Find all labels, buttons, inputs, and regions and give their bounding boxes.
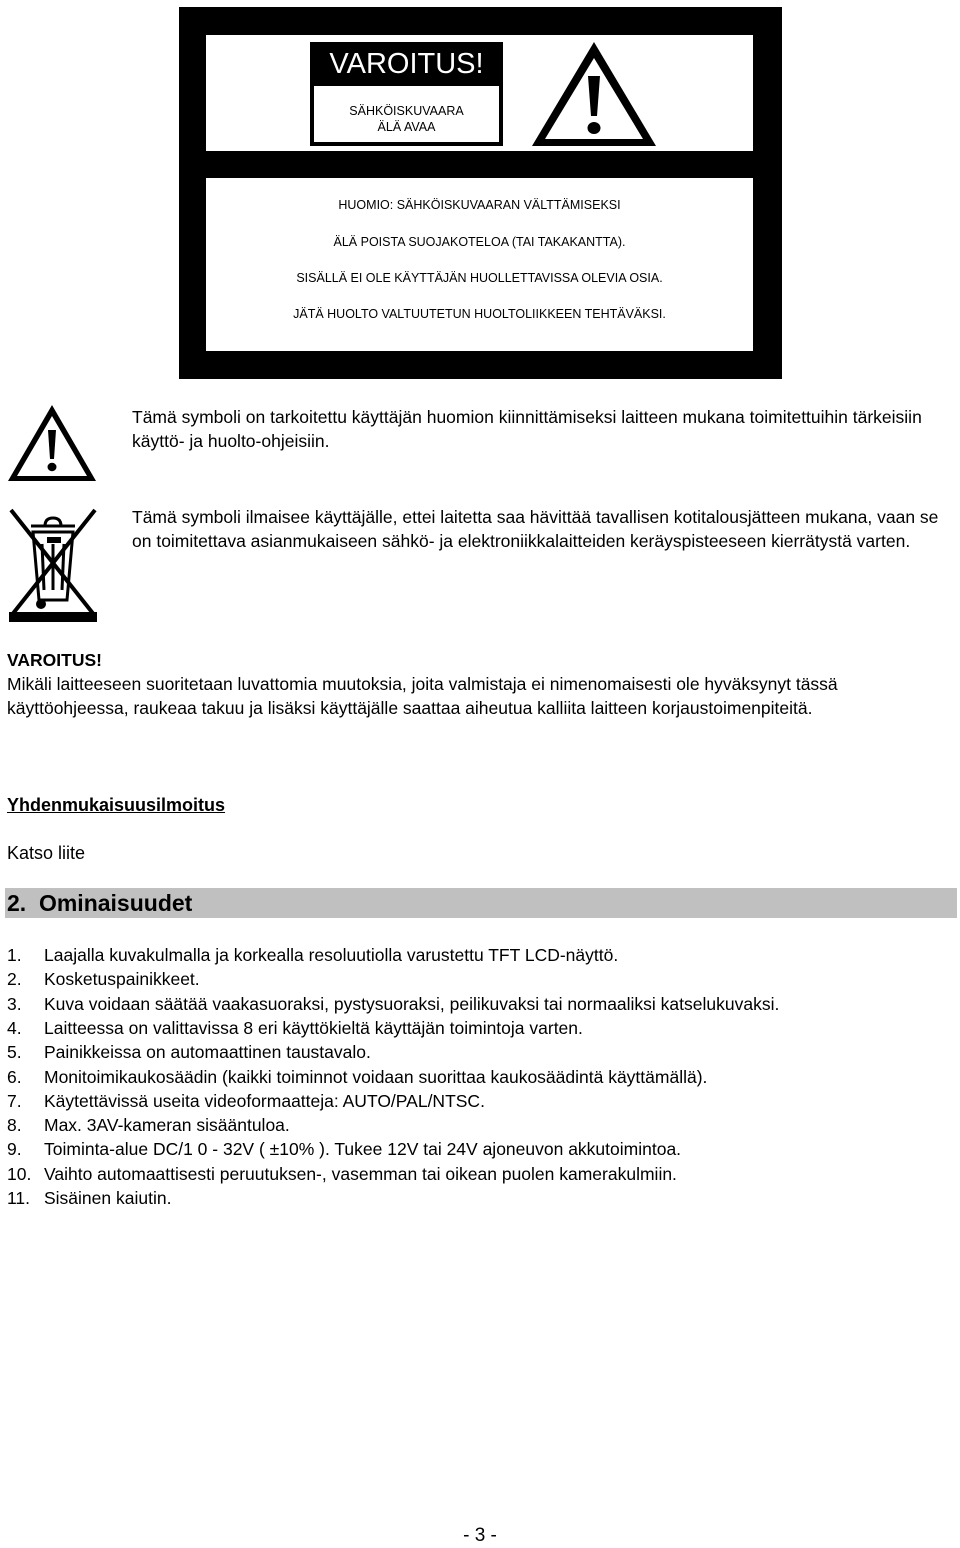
large-warning-triangle-icon <box>530 40 658 148</box>
warning-notice-line: ÄLÄ POISTA SUOJAKOTELOA (TAI TAKAKANTTA). <box>333 235 626 249</box>
warning-triangle-icon <box>7 404 97 482</box>
feature-number: 2. <box>7 969 22 990</box>
modification-warning-heading: VAROITUS! <box>7 650 102 670</box>
modification-warning-text: Mikäli laitteeseen suoritetaan luvattomia muutoksia, joita valmistaja ei nimenomaisesti ole hyväksynyt tässä käyttöohjeessa, raukeaa takuu ja lisäksi käyttäjälle saattaa aiheutua kalliita laitteen korjaustoimenpiteitä. <box>7 674 838 719</box>
warning-title: VAROITUS! <box>329 48 484 80</box>
warning-notice-line: HUOMIO: SÄHKÖISKUVAARAN VÄLTTÄMISEKSI <box>338 198 621 212</box>
feature-text: Painikkeissa on automaattinen taustavalo. <box>44 1042 371 1063</box>
weee-symbol-description: Tämä symboli ilmaisee käyttäjälle, ettei laitetta saa hävittää tavallisen kotitalousjätteen mukana, vaan se on toimitettava asianmukaiseen sähkö- ja elektroniikkalaitteiden keräyspisteeseen kierrätystä varten. <box>132 507 939 552</box>
feature-text: Kuva voidaan säätää vaakasuoraksi, pystysuoraksi, peilikuvaksi tai normaaliksi katselukuvaksi. <box>44 993 780 1014</box>
warning-notice-line: JÄTÄ HUOLTO VALTUUTETUN HUOLTOLIIKKEEN TEHTÄVÄKSI. <box>293 307 666 321</box>
feature-number: 1. <box>7 945 22 965</box>
feature-text: Käytettävissä useita videoformaatteja: AUTO/PAL/NTSC. <box>44 1090 485 1111</box>
feature-number: 10. <box>7 1163 32 1184</box>
feature-text: Kosketuspainikkeet. <box>44 969 200 990</box>
feature-number: 5. <box>7 1042 22 1063</box>
feature-number: 6. <box>7 1066 22 1087</box>
feature-text: Vaihto automaattisesti peruutuksen-, vasemman tai oikean puolen kamerakulmiin. <box>44 1163 677 1184</box>
feature-text: Monitoimikaukosäädin (kaikki toiminnot voidaan suorittaa kaukosäädintä käyttämällä). <box>44 1066 708 1087</box>
crossed-out-wheelie-bin-icon <box>7 504 99 622</box>
feature-text: Laitteessa on valittavissa 8 eri käyttökieltä käyttäjän toimintoja varten. <box>44 1017 583 1038</box>
feature-text: Max. 3AV-kameran sisääntuloa. <box>44 1115 290 1136</box>
warning-symbol-description: Tämä symboli on tarkoitettu käyttäjän huomion kiinnittämiseksi laitteen mukana toimitettuihin tärkeisiin käyttö- ja huolto-ohjeisiin. <box>132 407 922 452</box>
feature-number: 11. <box>7 1188 31 1208</box>
feature-text: Laajalla kuvakulmalla ja korkealla resoluutiolla varustettu TFT LCD-näyttö. <box>44 945 619 965</box>
feature-number: 4. <box>7 1017 22 1038</box>
warning-subtitle-line-1: SÄHKÖISKUVAARA <box>349 104 464 118</box>
feature-number: 3. <box>7 993 22 1014</box>
warning-subtitle <box>314 86 499 142</box>
feature-number: 8. <box>7 1115 22 1136</box>
conformity-heading: Yhdenmukaisuusilmoitus <box>7 795 226 815</box>
conformity-text: Katso liite <box>7 843 86 863</box>
warning-notice-line: SISÄLLÄ EI OLE KÄYTTÄJÄN HUOLLETTAVISSA OLEVIA OSIA. <box>296 271 663 285</box>
feature-text: Sisäinen kaiutin. <box>44 1188 172 1208</box>
feature-text: Toiminta-alue DC/1 0 - 32V ( ±10% ). Tukee 12V tai 24V ajoneuvon akkutoimintoa. <box>44 1139 682 1160</box>
feature-number: 9. <box>7 1139 22 1160</box>
warning-subtitle-line-2: ÄLÄ AVAA <box>377 120 436 134</box>
page-number: - 3 - <box>463 1525 497 1546</box>
section-title: 2. Ominaisuudet <box>7 890 193 916</box>
feature-number: 7. <box>7 1090 22 1111</box>
warning-notice-box <box>206 178 753 351</box>
